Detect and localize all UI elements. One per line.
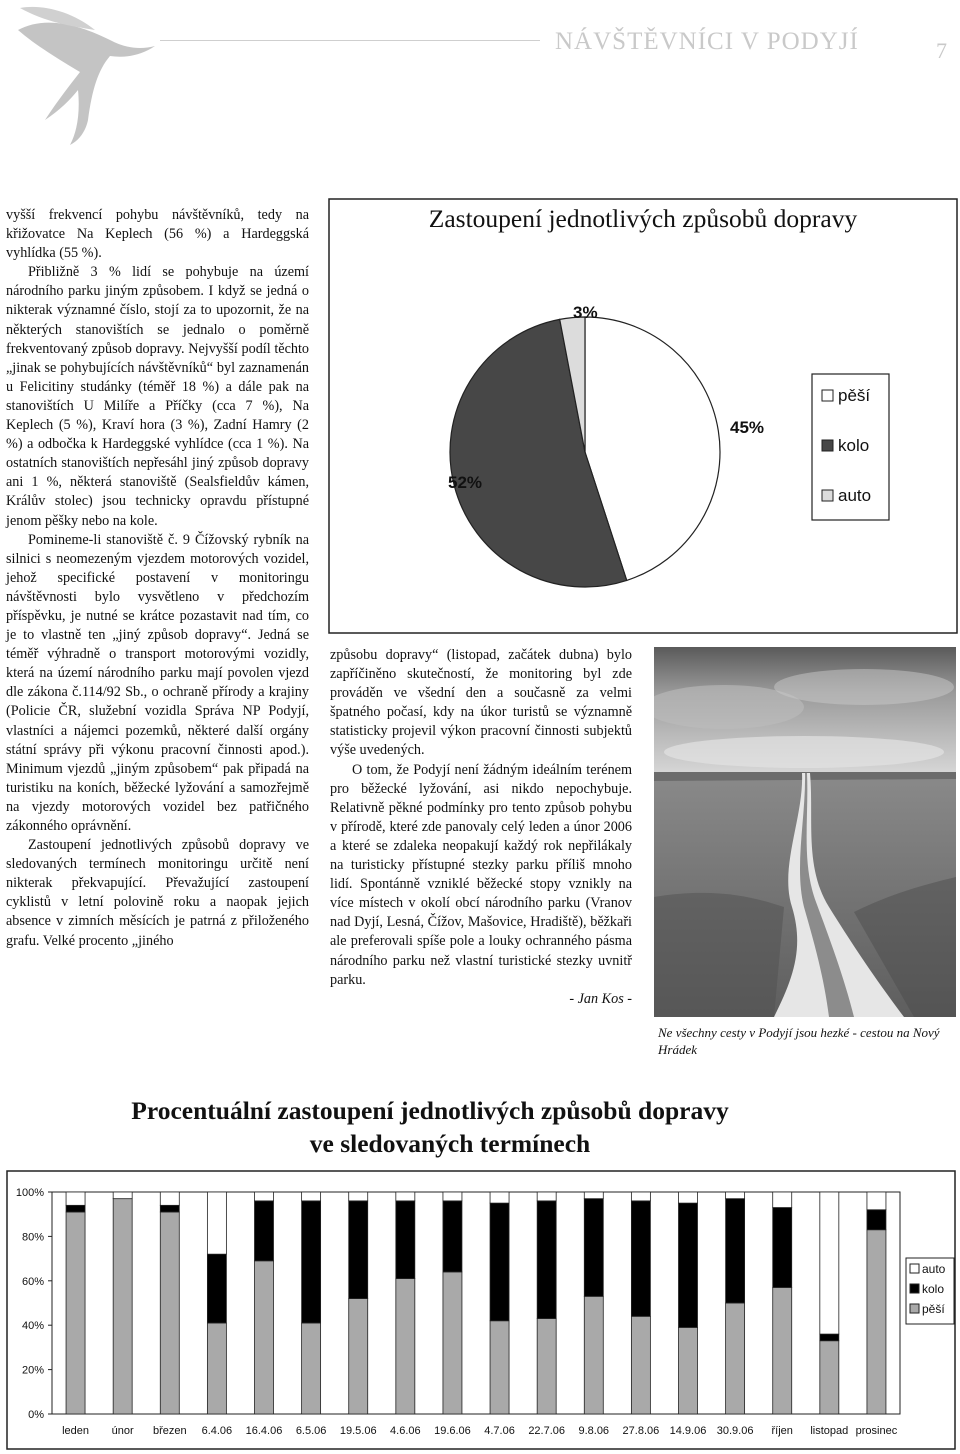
bar-segment-kolo [584,1199,603,1297]
bar-legend-label-auto: auto [922,1262,946,1276]
x-tick-label: 22.7.06 [528,1425,566,1437]
bar-segment-kolo [679,1203,698,1327]
bar-segment-kolo [160,1205,179,1212]
x-tick-label: 9.8.06 [578,1425,610,1437]
bar-segment-pěší [443,1272,462,1414]
x-tick-label: leden [62,1425,90,1437]
x-tick-label: 19.5.06 [339,1425,377,1437]
bar-segment-auto [443,1192,462,1201]
bar-segment-auto [302,1192,321,1201]
x-tick-label: říjen [771,1425,793,1437]
header-rule [160,40,540,41]
pie-chart-panel [328,198,958,634]
bar-segment-kolo [349,1201,368,1299]
x-tick-label: 27.8.06 [622,1425,660,1437]
bar-segment-auto [490,1192,509,1203]
bar-segment-pěší [584,1296,603,1414]
bar-segment-auto [631,1192,650,1201]
bar-chart-title-line-1: Procentuální zastoupení jednotlivých způsobů dopravy [131,1096,729,1125]
bar-legend-swatch-auto [910,1264,919,1273]
bar-legend-swatch-pěší [910,1304,919,1313]
bar-segment-auto [867,1192,886,1210]
middle-text-column [330,646,632,1009]
bar-segment-pěší [207,1323,226,1414]
x-tick-label: 30.9.06 [716,1425,754,1437]
bar-segment-pěší [113,1199,132,1414]
pie-legend-label-kolo: kolo [838,436,870,455]
x-tick-label: 14.9.06 [669,1425,707,1437]
bar-segment-kolo [302,1201,321,1323]
x-tick-label: 4.7.06 [484,1425,515,1437]
pie-legend-label-auto: auto [838,486,872,505]
x-tick-label: březen [152,1425,187,1437]
x-tick-label: únor [111,1425,134,1437]
bar-segment-auto [396,1192,415,1201]
y-tick-label: 100% [15,1187,44,1199]
bar-segment-pěší [66,1212,85,1414]
bar-segment-pěší [726,1303,745,1414]
middle-column-paragraph: O tom, že Podyjí není žádným ideálním terénem pro běžecké lyžování, asi nikdo nepochybuje. Relativně pěkné podmínky pro tento způsob pohybu v přírodě, které zde panovaly celý leden a únor 2006 a které se zdaleka neopakují každý rok nepřilákaly na turisticky přístupné stezky parku příliš mnoho lidí. Spontánně vzniklé běžecké stopy vznikly na více místech v okolí obcí národního parku (Vranov nad Dyjí, Lesná, Čížov, Mašovice, Hradiště), běžkaři ale preferovali spíše pole a louky ochranného pásma národního parku než vlastní turistické stezky uvnitř parku. [330,761,632,988]
bar-segment-auto [113,1192,132,1199]
x-tick-label: prosinec [855,1425,898,1437]
x-tick-label: 19.6.06 [434,1425,471,1437]
bar-segment-auto [773,1192,792,1208]
bar-segment-kolo [537,1201,556,1319]
bar-segment-auto [584,1192,603,1199]
bar-chart-title [0,1094,960,1160]
bar-segment-kolo [255,1201,274,1261]
x-tick-label: 4.6.06 [390,1425,421,1437]
bar-segment-auto [679,1192,698,1203]
bar-chart-title-line-2: ve sledovaných termínech [309,1129,591,1158]
left-text-column [6,206,309,951]
y-tick-label: 60% [21,1275,44,1288]
crane-logo [0,0,160,150]
pie-legend-swatch-pěší [822,390,833,401]
pie-legend [812,374,889,520]
bar-segment-auto [820,1192,839,1334]
x-tick-label: 16.4.06 [245,1425,283,1437]
bar-segment-pěší [820,1341,839,1414]
left-column-paragraph: vyšší frekvencí pohybu návštěvníků, tedy na křižovatce Na Keplech (56 %) a Hardeggská vyhlídka (55 %). [6,207,309,262]
bar-segment-kolo [66,1205,85,1212]
bar-legend-label-pěší: pěší [922,1302,945,1316]
bar-segment-auto [726,1192,745,1199]
road-photo [654,647,956,1017]
x-tick-label: 6.4.06 [201,1425,233,1437]
bar-segment-auto [207,1192,226,1254]
bar-segment-auto [66,1192,85,1205]
page-number: 7 [936,38,947,63]
pie-label-kolo: 52% [448,473,483,492]
bar-segment-pěší [160,1212,179,1414]
x-tick-label: 6.5.06 [295,1425,327,1437]
left-column-paragraph: Zastoupení jednotlivých způsobů dopravy ve sledovaných termínech monitoringu určitě není nikterak překvapující. Převažující zastoupení cyklistů v letní polovině roku a naopak jejich absence v zimních měsících je patrná z přiloženého grafu. Velké procento „jiného [6,837,309,949]
bar-segment-kolo [820,1334,839,1341]
pie-legend-swatch-auto [822,490,833,501]
x-tick-label: listopad [810,1425,849,1437]
bar-segment-pěší [679,1327,698,1414]
bar-segment-kolo [773,1208,792,1288]
bar-segment-pěší [867,1230,886,1414]
bar-segment-kolo [490,1203,509,1321]
bar-segment-pěší [537,1319,556,1414]
bar-segment-pěší [396,1279,415,1414]
stacked-bar-chart [6,1170,956,1450]
bar-segment-pěší [631,1316,650,1414]
bar-legend-swatch-kolo [910,1284,919,1293]
pie-chart-title: Zastoupení jednotlivých způsobů dopravy [428,204,858,233]
pie-legend-swatch-kolo [822,440,833,451]
bar-segment-pěší [349,1299,368,1414]
bar-segment-auto [349,1192,368,1201]
bar-segment-pěší [773,1287,792,1414]
y-tick-label: 0% [28,1409,44,1421]
running-header-title: NÁVŠTĚVNÍCI V PODYJÍ [555,28,859,55]
bar-segment-kolo [726,1199,745,1303]
bar-segment-pěší [255,1261,274,1414]
bar-segment-pěší [302,1323,321,1414]
bar-segment-auto [160,1192,179,1205]
bar-segment-kolo [631,1201,650,1316]
y-tick-label: 20% [21,1364,44,1377]
author-signature: - Jan Kos - [569,990,632,1007]
pie-label-pěší: 45% [730,418,765,437]
pie-legend-label-pěší: pěší [838,386,871,405]
bar-segment-kolo [207,1254,226,1323]
pie-chart [328,198,958,634]
bar-legend [906,1258,954,1324]
y-tick-label: 40% [21,1320,44,1333]
pie-label-auto: 3% [573,303,598,322]
bar-legend-label-kolo: kolo [922,1282,945,1296]
left-column-paragraph: Pomineme-li stanoviště č. 9 Čížovský rybník na silnici s neomezeným vjezdem motorových vozidel, jehož specifické postavení v monitoringu návštěvnosti bylo vysvětleno v předchozím příspěvku, je nutné se krátce pozastavit nad tím, co je to vlastně ten „jiný způsob dopravy“. Jedná se téměř výhradně o transport motorovými vozidly, která na území národního parku mají povolen vjezd dle zákona č.114/92 Sb., o ochraně přírody a krajiny (Policie ČR, služební vozidla Správa NP Podyjí, vlastníci a nájemci pozemků, některé další orgány státní správy při výkonu pracovní činnosti apod.). Minimum vjezdů „jiným způsobem“ pak připadá na turistiku na koních, běžecké lyžování a samozřejmě na vjezdy motorových vozidel bez patřičného zákonného oprávnění. [6,531,309,834]
bar-segment-auto [255,1192,274,1201]
left-column-paragraph: Přibližně 3 % lidí se pohybuje na území národního parku jiným způsobem. I když se jedná o nikterak významné číslo, stojí za to upozornit, že na některých stanovištích se jednalo o poměrně frekventovaný způsob dopravy. Nejvyšší podíl těchto „jinak se pohybujících návštěvníků“ byl zaznamenán u Felicitiny studánky (téměř 18 %) a dále pak na stanovištích U Milíře a Příčky (cca 7 %), Na Keplech (5 %), Kraví hora (3 %), Zadní Hamry (2 %) a odbočka k Hardeggské vyhlídce (cca 1 %). Na ostatních stanovištích nepřesáhl jiný způsob dopravy ani 1 %, některá stanoviště (Sealsfieldův kámen, Králův stolec) jsou technicky opravdu přístupné jenom pěšky nebo na kole. [6,264,309,529]
bar-segment-kolo [396,1201,415,1279]
bar-segment-kolo [443,1201,462,1272]
photo-caption: Ne všechny cesty v Podyjí jsou hezké - cestou na Nový Hrádek [658,1025,940,1057]
bar-segment-kolo [867,1210,886,1230]
bar-segment-auto [537,1192,556,1201]
middle-column-paragraph: způsobu dopravy“ (listopad, začátek dubna) bylo zapříčiněno skutečností, že monitoring byl zde prováděn ve všední den a současně za velmi špatného počasí, kdy na úkor turistů se významně statisticky projevil výkon pracovní činnosti subjektů výše uvedených. [330,647,632,759]
y-tick-label: 80% [21,1231,44,1244]
bar-segment-pěší [490,1321,509,1414]
